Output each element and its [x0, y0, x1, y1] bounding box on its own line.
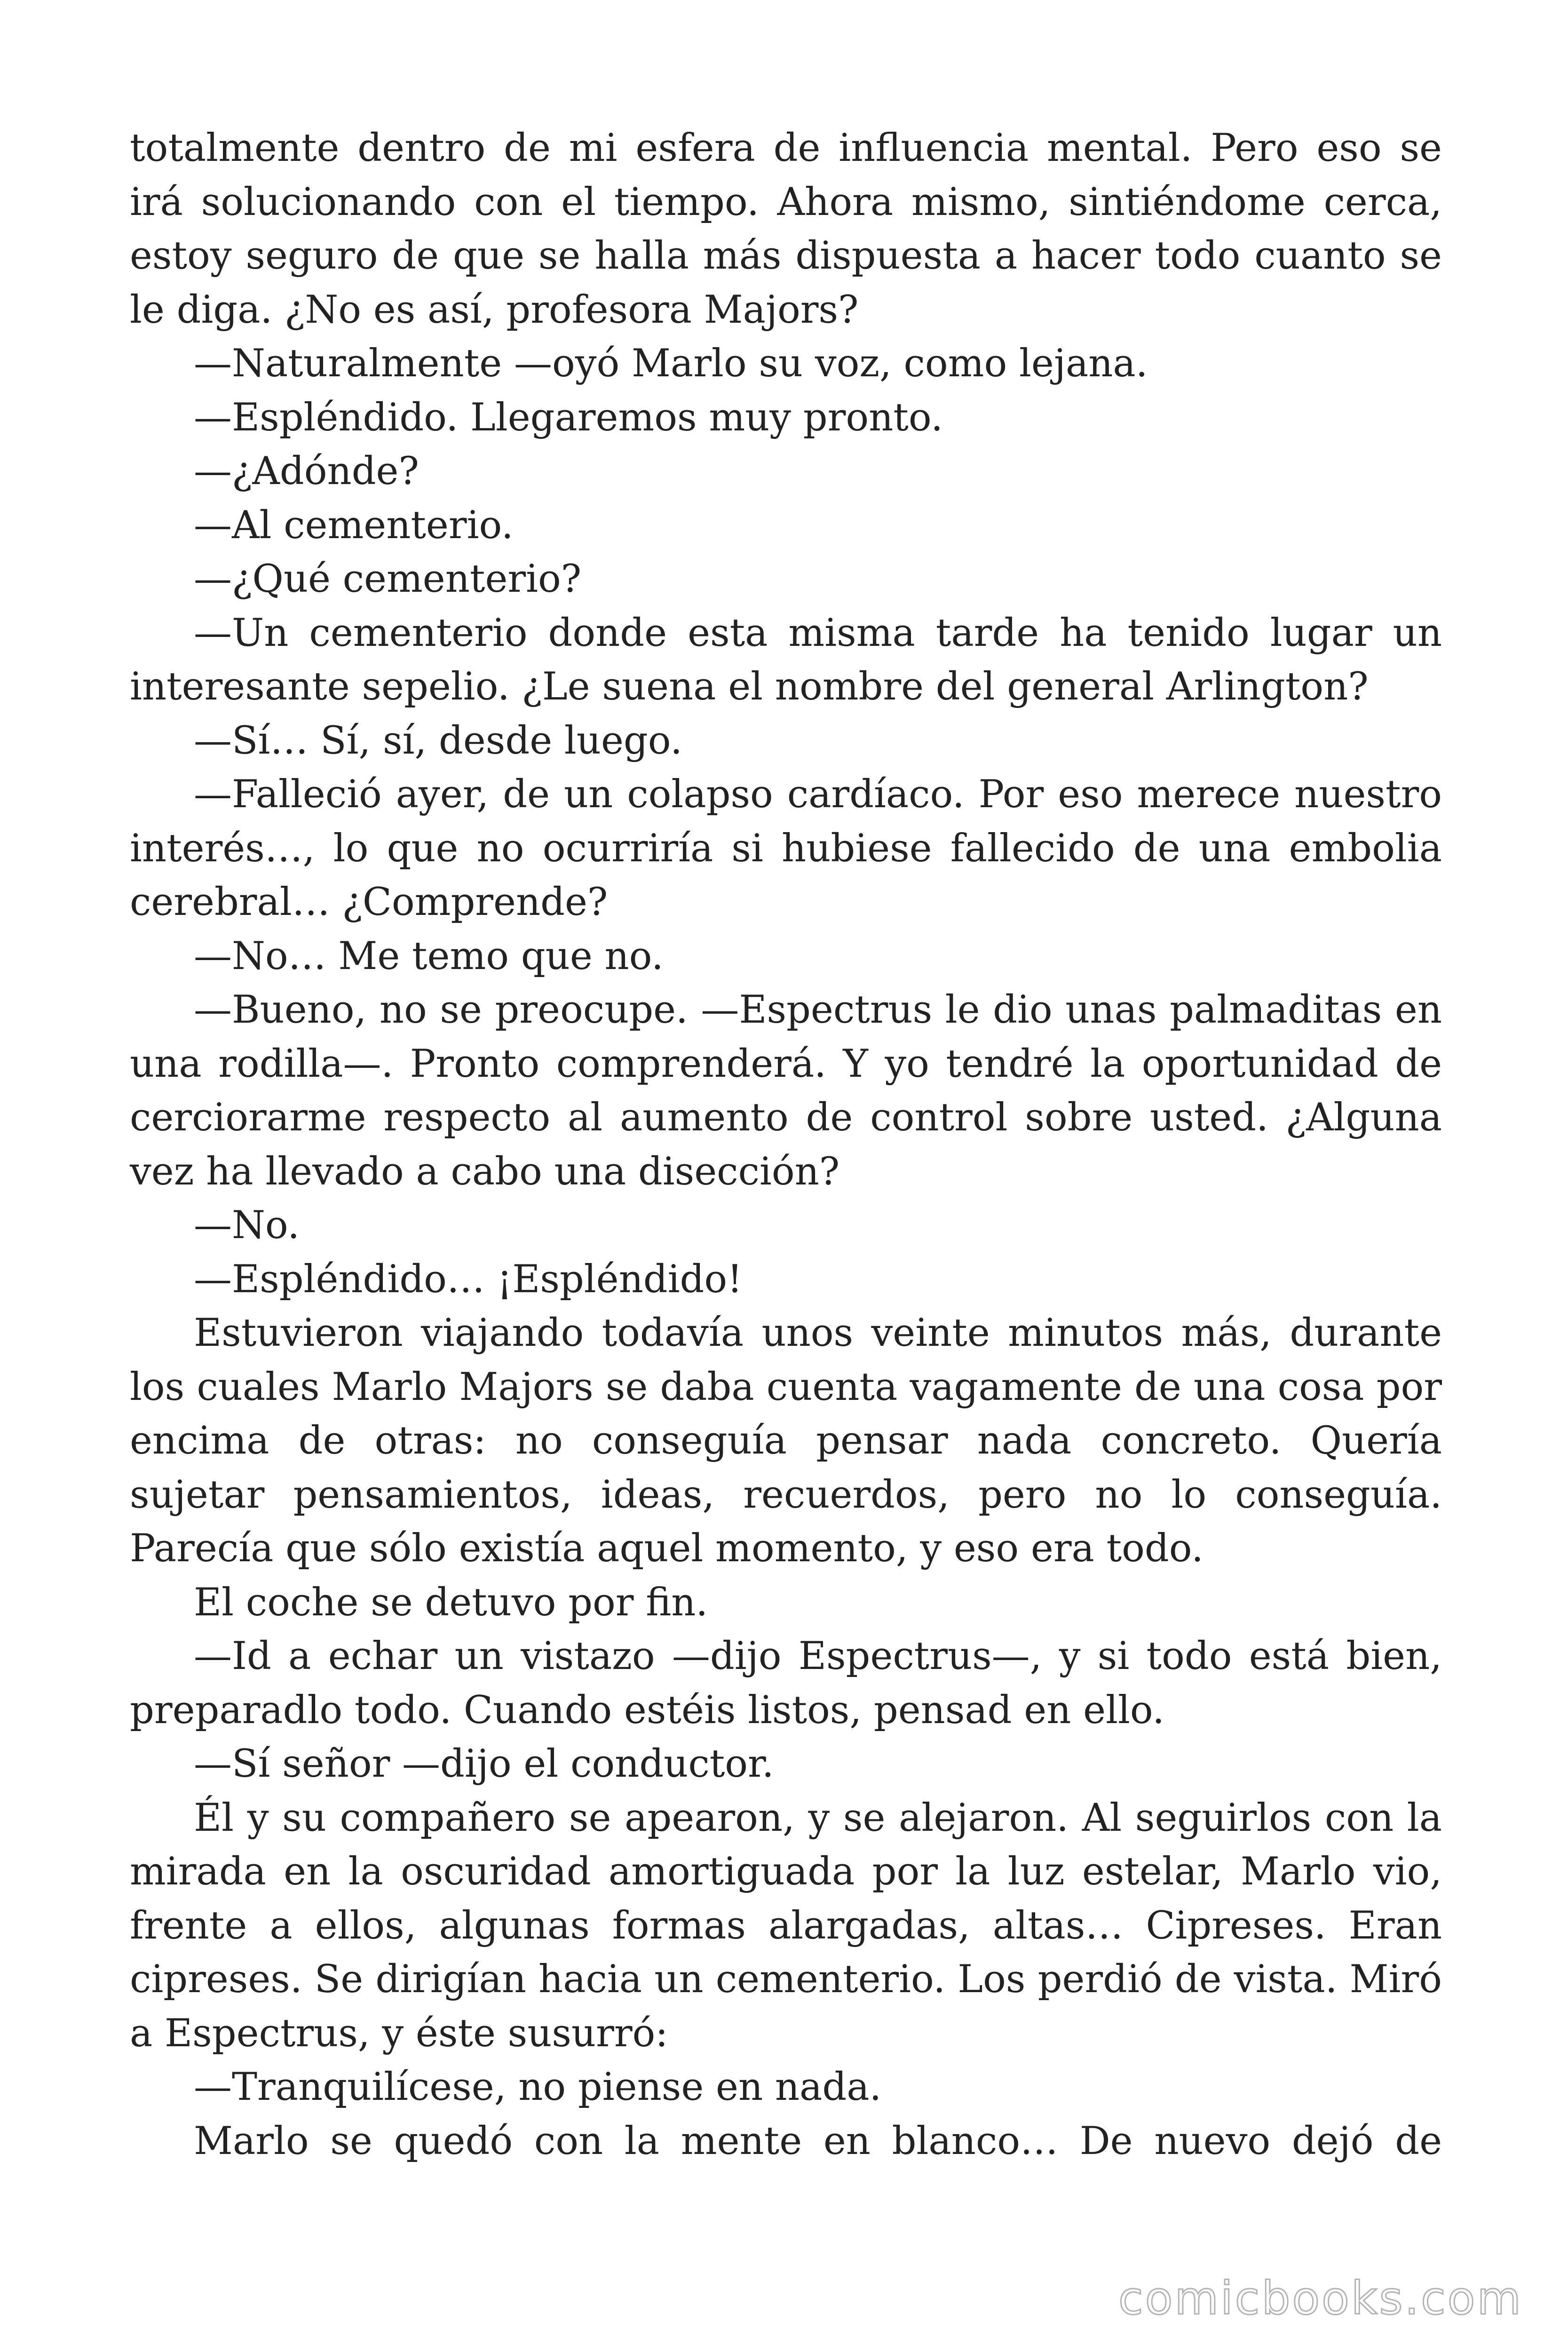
page-body	[130, 121, 1442, 2168]
watermark: comicbooks.com	[1118, 2272, 1523, 2325]
paragraph-continued: Marlo se quedó con la mente en blanco… De nuevo dejó de	[194, 2119, 1442, 2163]
paragraph: —Sí… Sí, sí, desde luego.	[194, 718, 682, 763]
paragraph: —Falleció ayer, de un colapso cardíaco. Por eso merece nuestro interés…, lo que no ocurriría si hubiese fallecido de una embolia cerebral… ¿Comprende?	[130, 772, 1442, 924]
paragraph: —Bueno, no se preocupe. —Espectrus le dio unas palmaditas en una rodilla—. Pronto comprenderá. Y yo tendré la oportunidad de cerciorarme respecto al aumento de control sobre usted. ¿Alguna vez ha llevado a cabo una disección?	[130, 988, 1442, 1194]
paragraph: —No… Me temo que no.	[194, 934, 664, 978]
paragraph: —No.	[194, 1203, 300, 1248]
paragraph: —Naturalmente —oyó Marlo su voz, como lejana.	[194, 342, 1148, 386]
paragraph: —Espléndido… ¡Espléndido!	[194, 1257, 743, 1302]
paragraph: Él y su compañero se apearon, y se alejaron. Al seguirlos con la mirada en la oscuridad amortiguada por la luz estelar, Marlo vio, frente a ellos, algunas formas alargadas, altas… Cipreses. Eran cipreses. Se dirigían hacia un cementerio. Los perdió de vista. Miró a Espectrus, y éste susurró:	[130, 1796, 1442, 2056]
paragraph: —Al cementerio.	[194, 503, 514, 548]
paragraph: —Sí señor —dijo el conductor.	[194, 1742, 774, 1786]
paragraph: —Tranquilícese, no piense en nada.	[194, 2065, 882, 2109]
paragraph: —Id a echar un vistazo —dijo Espectrus—, y si todo está bien, preparadlo todo. Cuando estéis listos, pensad en ello.	[130, 1634, 1442, 1732]
paragraph: —¿Qué cementerio?	[194, 557, 582, 601]
paragraph: —¿Adónde?	[194, 449, 419, 493]
paragraph: totalmente dentro de mi esfera de influencia mental. Pero eso se irá solucionando con el tiempo. Ahora mismo, sintiéndome cerca, estoy seguro de que se halla más dispuesta a hacer todo cuanto se le diga. ¿No es así, profesora Majors?	[130, 126, 1442, 332]
paragraph: —Un cementerio donde esta misma tarde ha tenido lugar un interesante sepelio. ¿Le suena el nombre del general Arlington?	[130, 611, 1442, 709]
paragraph: Estuvieron viajando todavía unos veinte minutos más, durante los cuales Marlo Majors se daba cuenta vagamente de una cosa por encima de otras: no conseguía pensar nada concreto. Quería sujetar pensamientos, ideas, recuerdos, pero no lo conseguía. Parecía que sólo existía aquel momento, y eso era todo.	[130, 1311, 1442, 1571]
paragraph: —Espléndido. Llegaremos muy pronto.	[194, 395, 943, 440]
paragraph: El coche se detuvo por fin.	[194, 1580, 708, 1625]
